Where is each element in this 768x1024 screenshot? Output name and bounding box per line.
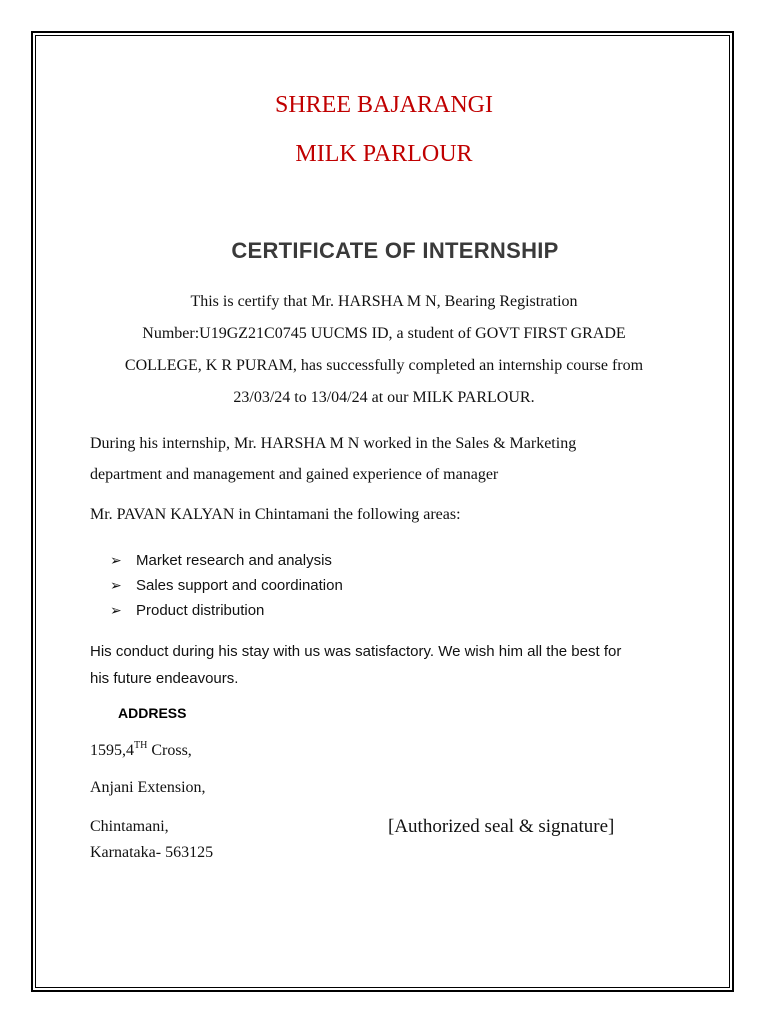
area-label: Sales support and coordination (136, 577, 343, 594)
signature-placeholder: [Authorized seal & signature] (388, 816, 615, 837)
address-line-1: 1595,4TH Cross, (90, 740, 192, 759)
internship-line: department and management and gained experience of manager (90, 466, 499, 483)
intro-line: Number:U19GZ21C0745 UUCMS ID, a student of GOVT FIRST GRADE (142, 325, 626, 342)
areas-list (110, 550, 343, 625)
conduct-line: his future endeavours. (90, 670, 239, 687)
area-label: Product distribution (136, 602, 265, 619)
intro-line: 23/03/24 to 13/04/24 at our MILK PARLOUR. (233, 389, 535, 406)
intro-line: COLLEGE, K R PURAM, has successfully completed an internship course from (124, 357, 644, 374)
list-item (110, 550, 343, 575)
arrow-bullet-icon: ➢ (110, 552, 122, 568)
list-item (110, 575, 343, 600)
company-name-line1: SHREE BAJARANGI (274, 92, 493, 118)
conduct-paragraph (90, 638, 621, 692)
arrow-bullet-icon: ➢ (110, 602, 122, 618)
address-line-2: Anjani Extension, (90, 779, 206, 796)
certificate-title: CERTIFICATE OF INTERNSHIP (231, 238, 559, 263)
area-label: Market research and analysis (136, 552, 332, 569)
arrow-bullet-icon: ➢ (110, 577, 122, 593)
list-item (110, 600, 343, 625)
internship-paragraph (90, 428, 576, 490)
address-line-3: Chintamani, (90, 818, 169, 835)
internship-line: During his internship, Mr. HARSHA M N worked in the Sales & Marketing (90, 435, 577, 452)
intro-line: This is certify that Mr. HARSHA M N, Bearing Registration (190, 293, 578, 310)
address-heading: ADDRESS (118, 705, 187, 721)
conduct-line: His conduct during his stay with us was satisfactory. We wish him all the best for (90, 643, 622, 660)
company-name-line2: MILK PARLOUR (295, 141, 473, 167)
areas-intro: Mr. PAVAN KALYAN in Chintamani the following areas: (90, 506, 461, 523)
intro-paragraph (90, 286, 678, 414)
address-line-4: Karnataka- 563125 (90, 844, 214, 861)
